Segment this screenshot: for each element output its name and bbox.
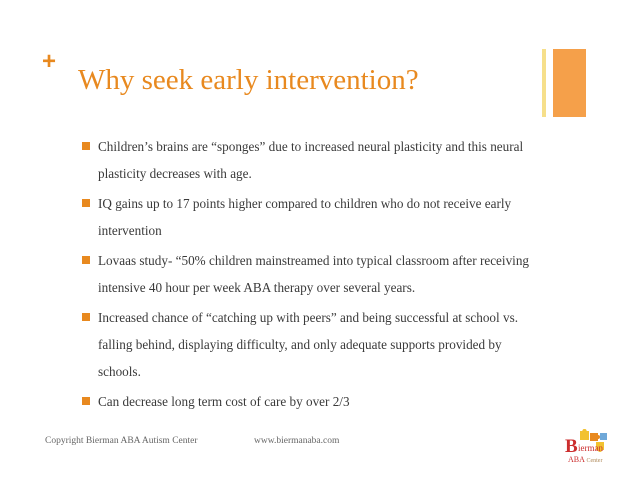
square-bullet-icon: [82, 199, 90, 207]
bullet-item: [82, 304, 542, 385]
square-bullet-icon: [82, 256, 90, 264]
plus-icon: +: [42, 48, 57, 75]
slide-title: Why seek early intervention?: [78, 64, 419, 96]
bullet-text: Lovaas study- “50% children mainstreamed into typical classroom after receiving intensive 40 hour per week ABA therapy over several years.: [98, 253, 530, 295]
logo-aba: [568, 455, 602, 466]
logo-suffix: Center: [586, 458, 603, 464]
bullet-text: IQ gains up to 17 points higher compared to children who do not receive early intervention: [98, 196, 512, 238]
bullet-text: Can decrease long term cost of care by over 2/3: [98, 394, 350, 409]
accent-bar: [553, 49, 586, 117]
bullet-list: [82, 133, 542, 418]
footer-copyright: Copyright Bierman ABA Autism Center: [45, 436, 198, 446]
bullet-item: [82, 247, 542, 301]
bierman-logo: [556, 429, 620, 467]
bullet-text: Increased chance of “catching up with peers” and being successful at school vs. falling behind, displaying difficulty, and only adequate supports provided by schools.: [98, 310, 519, 379]
bullet-item: [82, 388, 542, 415]
logo-letter: B: [565, 436, 578, 457]
square-bullet-icon: [82, 313, 90, 321]
accent-line: [542, 49, 546, 117]
square-bullet-icon: [82, 142, 90, 150]
bullet-item: [82, 133, 542, 187]
logo-aba-text: ABA: [568, 455, 585, 464]
bullet-item: [82, 190, 542, 244]
logo-word: ierman: [578, 443, 603, 453]
square-bullet-icon: [82, 397, 90, 405]
footer-url: www.biermanaba.com: [254, 436, 340, 446]
bullet-text: Children’s brains are “sponges” due to increased neural plasticity and this neural plasticity decreases with age.: [98, 139, 524, 181]
